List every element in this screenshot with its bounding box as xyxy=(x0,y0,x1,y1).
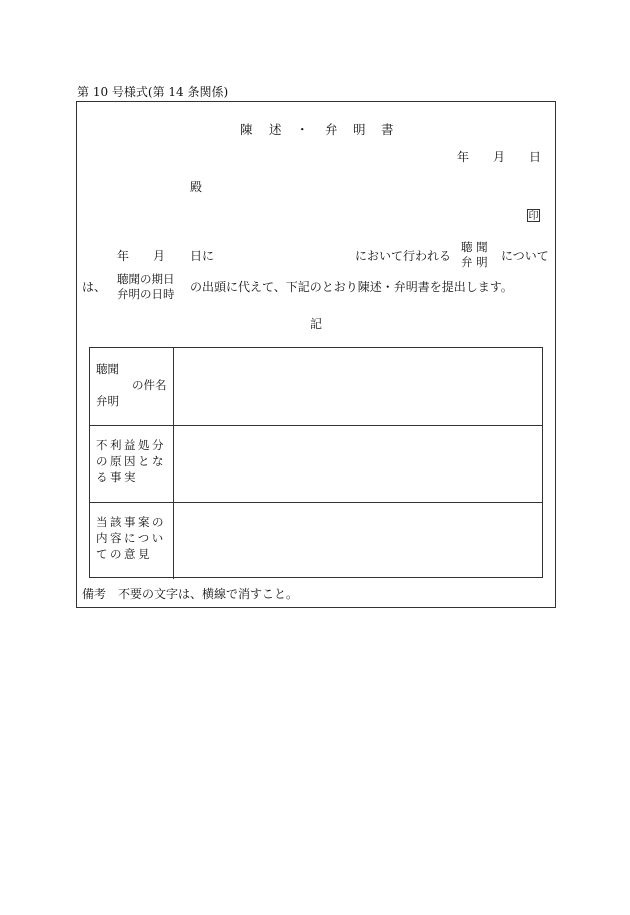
label-cell xyxy=(90,348,174,425)
title-char: 明 xyxy=(353,122,366,137)
title-char: 述 xyxy=(269,122,282,137)
value-cell[interactable] xyxy=(174,503,542,579)
label-cell xyxy=(90,426,174,502)
seal-mark: 印 xyxy=(528,211,539,222)
body-year-label: 年 xyxy=(117,249,130,263)
value-cell[interactable] xyxy=(174,426,542,502)
label-line: 不利益処分 xyxy=(96,438,166,452)
title-char: 書 xyxy=(381,122,394,137)
label-line: の件名 xyxy=(132,378,167,392)
label-line: 内容につい xyxy=(96,531,166,545)
date-month-label: 月 xyxy=(493,150,506,164)
choice-explanation-date: 弁明の日時 xyxy=(117,287,175,301)
body-month-label: 月 xyxy=(153,249,166,263)
form-number: 第 10 号様式(第 14 条関係) xyxy=(77,85,229,99)
body-statement: の出頭に代えて、下記のとおり陳述・弁明書を提出します。 xyxy=(190,280,513,294)
value-cell[interactable] xyxy=(174,348,542,425)
date-choice xyxy=(117,272,175,302)
hearing-choice xyxy=(461,240,488,270)
place-suffix: において行われる xyxy=(355,249,452,263)
date-day-label: 日 xyxy=(529,150,542,164)
note-text: 備考 不要の文字は、横線で消すこと。 xyxy=(82,587,299,601)
date-year-label: 年 xyxy=(457,150,470,164)
label-line: る事実 xyxy=(96,470,138,484)
body-leading: は、 xyxy=(82,280,107,294)
record-table xyxy=(89,347,543,578)
choice-explanation: 弁 明 xyxy=(461,255,488,269)
table-row xyxy=(90,502,542,579)
label-line: ての意見 xyxy=(96,547,152,561)
title-char: ・ xyxy=(296,122,309,137)
title-char: 陳 xyxy=(240,122,253,137)
label-line: 聴聞 xyxy=(96,362,119,376)
body-day-label: 日に xyxy=(190,249,215,263)
label-line: 弁明 xyxy=(96,394,119,408)
addressee-suffix: 殿 xyxy=(190,180,203,194)
table-row xyxy=(90,348,542,425)
title-char: 弁 xyxy=(325,122,338,137)
ki-heading: 記 xyxy=(310,317,323,331)
trailing-text: について xyxy=(501,249,549,263)
label-cell xyxy=(90,503,174,579)
label-line: 当該事案の xyxy=(96,515,166,529)
table-row xyxy=(90,425,542,502)
choice-hearing: 聴 聞 xyxy=(461,240,488,254)
label-line: の原因とな xyxy=(96,454,166,468)
choice-hearing-date: 聴聞の期日 xyxy=(117,272,175,286)
